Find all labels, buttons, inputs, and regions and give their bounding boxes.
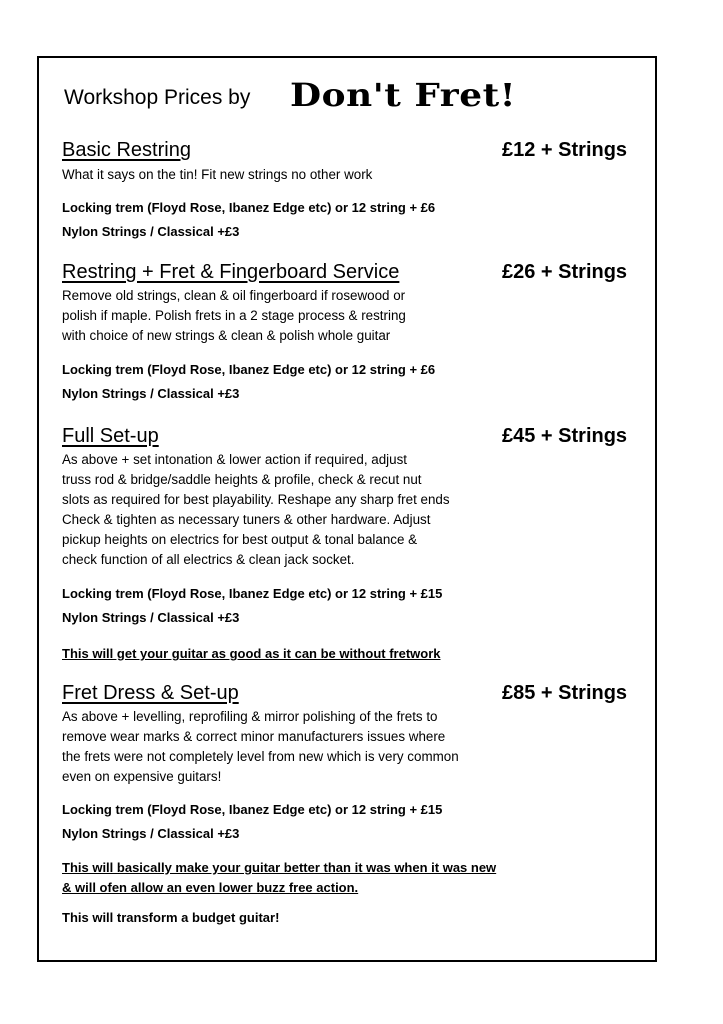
service-price-fret-fingerboard: £26 + Strings [502, 261, 628, 283]
extra-locking-trem: Locking trem (Floyd Rose, Ibanez Edge etc) or 12 string + £15 [62, 802, 443, 817]
service-description-line: polish if maple. Polish frets in a 2 stage process & restring [62, 308, 406, 323]
service-title-fret-fingerboard: Restring + Fret & Fingerboard Service [62, 261, 400, 283]
service-description: What it says on the tin! Fit new strings no other work [62, 167, 373, 182]
service-price-fret-dress: £85 + Strings [502, 682, 628, 704]
extra-locking-trem: Locking trem (Floyd Rose, Ibanez Edge etc) or 12 string + £15 [62, 586, 443, 601]
service-description-line: the frets were not completely level from new which is very common [62, 749, 459, 764]
service-description-line: even on expensive guitars! [62, 769, 222, 784]
service-description-line: As above + levelling, reprofiling & mirror polishing of the frets to [62, 709, 438, 724]
service-description-line: Check & tighten as necessary tuners & other hardware. Adjust [62, 512, 431, 527]
extra-locking-trem: Locking trem (Floyd Rose, Ibanez Edge etc) or 12 string + £6 [62, 200, 436, 215]
service-title-full-setup: Full Set-up [62, 425, 159, 447]
extra-nylon-strings: Nylon Strings / Classical +£3 [62, 826, 240, 841]
service-note-line: & will ofen allow an even lower buzz free action. [62, 880, 359, 895]
service-note: This will get your guitar as good as it can be without fretwork [62, 646, 441, 661]
extra-nylon-strings: Nylon Strings / Classical +£3 [62, 224, 240, 239]
service-price-basic-restring: £12 + Strings [502, 139, 628, 161]
brand-logo-text: Don't Fret! [290, 76, 516, 114]
extra-locking-trem: Locking trem (Floyd Rose, Ibanez Edge etc) or 12 string + £6 [62, 362, 436, 377]
extra-nylon-strings: Nylon Strings / Classical +£3 [62, 386, 240, 401]
extra-nylon-strings: Nylon Strings / Classical +£3 [62, 610, 240, 625]
service-description-line: with choice of new strings & clean & polish whole guitar [62, 328, 391, 343]
service-description-line: Remove old strings, clean & oil fingerboard if rosewood or [62, 288, 406, 303]
service-description-line: pickup heights on electrics for best output & tonal balance & [62, 532, 418, 547]
service-price-full-setup: £45 + Strings [502, 425, 628, 447]
service-description-line: As above + set intonation & lower action if required, adjust [62, 452, 408, 467]
service-description-line: slots as required for best playability. Reshape any sharp fret ends [62, 492, 450, 507]
service-title-fret-dress: Fret Dress & Set-up [62, 682, 239, 704]
service-title-basic-restring: Basic Restring [62, 139, 191, 161]
service-footer-note: This will transform a budget guitar! [62, 910, 280, 925]
service-description-line: check function of all electrics & clean jack socket. [62, 552, 355, 567]
intro-text: Workshop Prices by [64, 86, 251, 109]
service-note-line: This will basically make your guitar better than it was when it was new [62, 860, 497, 875]
service-description-line: remove wear marks & correct minor manufacturers issues where [62, 729, 446, 744]
service-description-line: truss rod & bridge/saddle heights & profile, check & recut nut [62, 472, 422, 487]
